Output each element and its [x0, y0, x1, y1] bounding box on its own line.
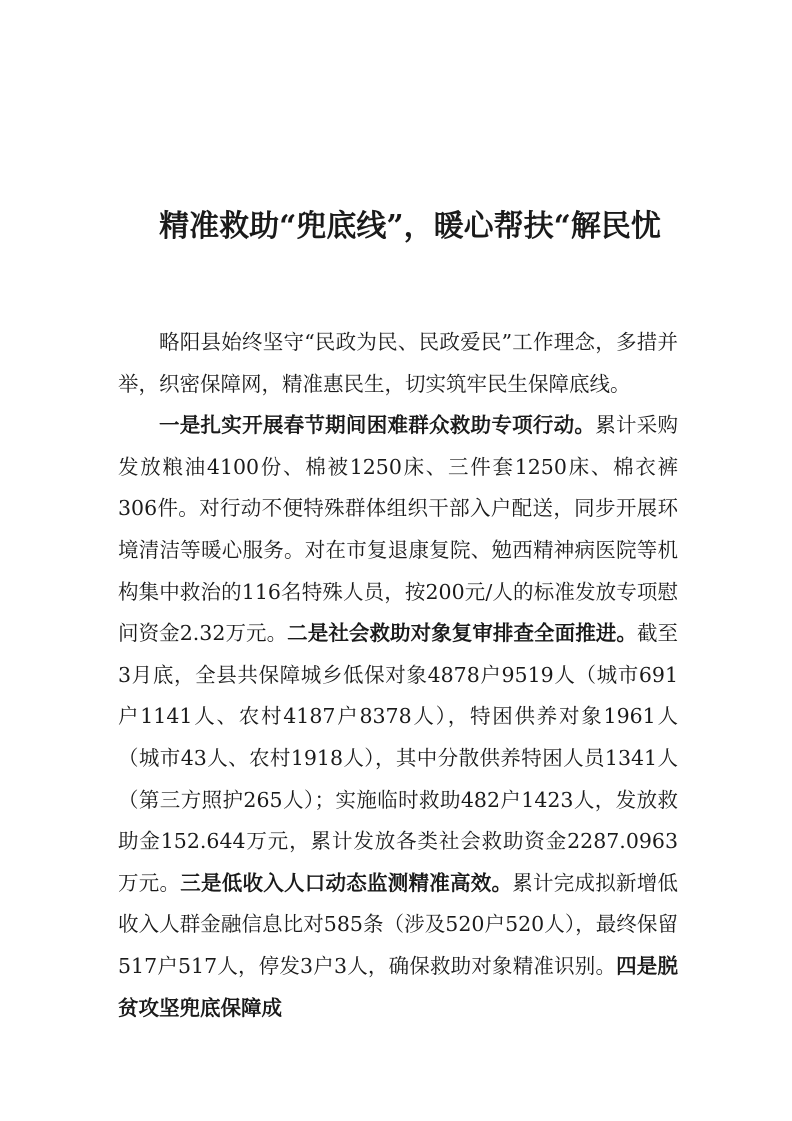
document-body [118, 322, 678, 1029]
intro-paragraph: 略阳县始终坚守“民政为民、民政爱民”工作理念，多措并举，织密保障网，精准惠民生，切实筑牢民生保障底线。 [118, 330, 678, 396]
measure-3-text: 累计完成拟新增低收入人群金融信息比对585条（涉及520户520人），最终保留517户517人，停发3户3人，确保救助对象精准识别。 [118, 870, 678, 978]
measure-4-heading: 四是脱贫攻坚兜底保障成 [118, 953, 678, 1020]
measures-paragraph [118, 405, 678, 1029]
document-title: 精准救助“兜底线”，暖心帮扶“解民忧 [159, 209, 661, 244]
measure-2-text: 截至3月底，全县共保障城乡低保对象4878户9519人（城市691户1141人、农村4187户8378人），特困供养对象1961人（城市43人、农村1918人），其中分散供养特困人员1341人（第三方照护265人）；实施临时救助482户1423人，发放救助金152.644万元，累计发放各类社会救助资金2287.0963万元。 [118, 621, 679, 895]
measure-2-heading: 二是社会救助对象复审排查全面推进。 [287, 621, 637, 646]
measure-3-heading: 三是低收入人口动态监测精准高效。 [180, 870, 513, 895]
measure-1-text: 累计采购发放粮油4100份、棉被1250床、三件套1250床、棉衣裤306件。对行动不便特殊群体组织干部入户配送，同步开展环境清洁等暖心服务。对在市复退康复院、勉西精神病医院等机构集中救治的116名特殊人员，按200元/人的标准发放专项慰问资金2.32万元。 [118, 413, 678, 646]
measure-1-heading: 一是扎实开展春节期间困难群众救助专项行动。 [159, 413, 596, 438]
